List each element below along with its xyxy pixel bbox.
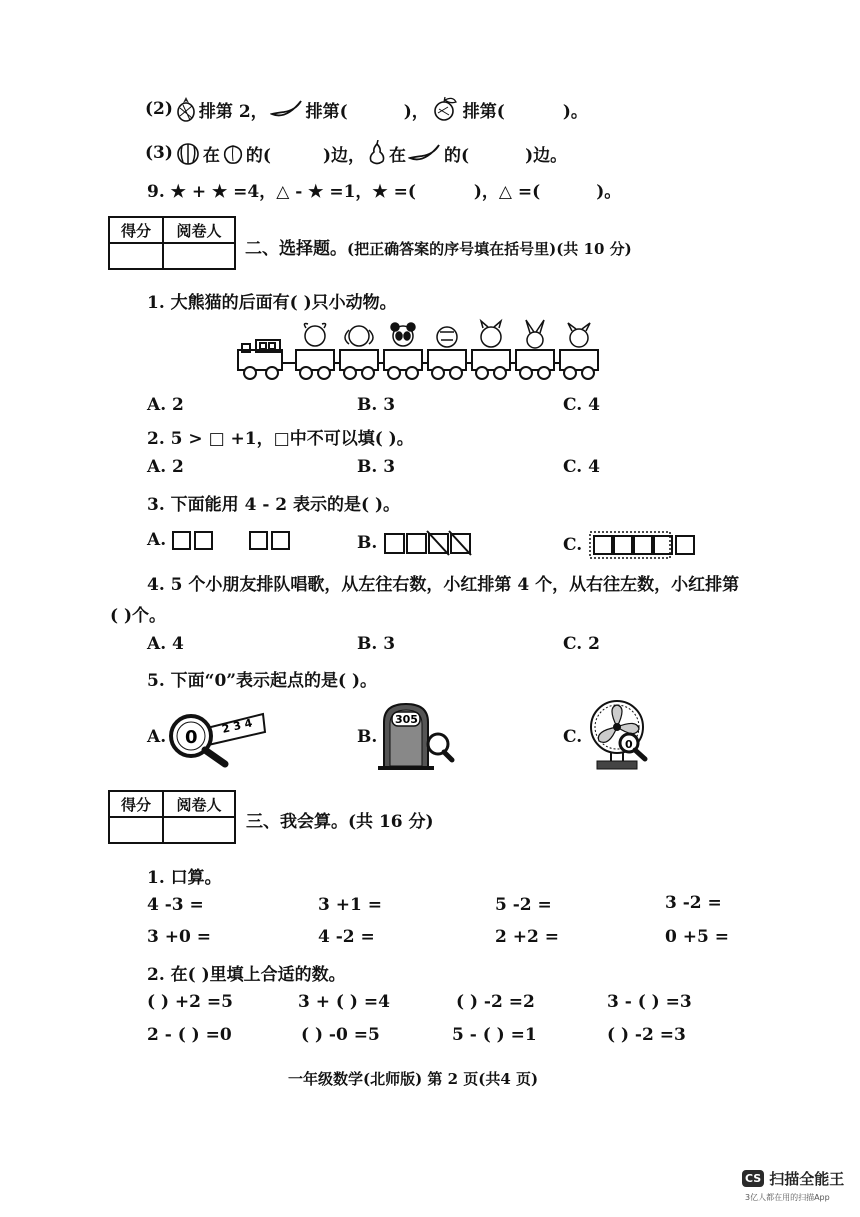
door-number: 305: [395, 713, 418, 726]
s2-q4-text: 4. 5 个小朋友排队唱歌，从左往右数，小红排第 4 个，从右往左数，小红排第: [147, 575, 740, 595]
pineapple-icon: [175, 96, 197, 122]
banana-icon: [270, 98, 304, 120]
s2-q1-option-a: A. 2: [147, 395, 184, 415]
s2-q1-option-b: B. 3: [357, 395, 396, 415]
oral-calc-item: 0 +5 =: [665, 927, 729, 947]
s2-q4-option-b: B. 3: [357, 634, 396, 654]
oral-calc-item: 3 +0 =: [147, 927, 211, 947]
scanner-logo-icon: CS: [742, 1170, 764, 1187]
score-table-1: [108, 216, 236, 270]
s2-q3-option-b: B.: [357, 530, 489, 556]
ruler-digits: 2 3 4: [220, 716, 254, 736]
s2-q1-text: 1. 大熊猫的后面有( )只小动物。: [147, 293, 397, 313]
s2-q3-option-c: C.: [563, 530, 698, 560]
squares-group: [249, 531, 290, 550]
grader-cell[interactable]: [163, 243, 235, 269]
fill-in-item: ( ) -2 =3: [607, 1025, 686, 1045]
score-cell[interactable]: [109, 243, 163, 269]
banana-icon: [408, 142, 442, 164]
door-sign-illustration: [378, 700, 458, 772]
watermelon-icon: [175, 140, 201, 166]
peach-icon: [222, 141, 244, 165]
oral-calc-item: 3 +1 =: [318, 895, 382, 915]
fill-in-item: 2 - ( ) =0: [147, 1025, 232, 1045]
s2-q3-option-a: A.: [147, 530, 290, 550]
score-cell[interactable]: [109, 817, 163, 843]
oral-calc-item: 4 -3 =: [147, 895, 204, 915]
fill-in-item: ( ) -2 =2: [456, 992, 535, 1012]
s2-q5-text: 5. 下面“0”表示起点的是( )。: [147, 671, 378, 691]
q8-line-2: (2) 排第 2， 排第( )， 排第( )。: [145, 96, 588, 122]
page-footer: 一年级数学(北师版) 第 2 页(共4 页): [288, 1070, 539, 1088]
oral-calc-item: 2 +2 =: [495, 927, 559, 947]
s2-q2-option-b: B. 3: [357, 457, 396, 477]
squares-group: [172, 531, 213, 550]
s3-q2-label: 2. 在( )里填上合适的数。: [147, 965, 346, 985]
oral-calc-item: 5 -2 =: [495, 895, 552, 915]
grader-header: 阅卷人: [163, 217, 235, 243]
zero-digit: 0: [185, 727, 198, 748]
fill-in-item: ( ) -0 =5: [301, 1025, 380, 1045]
fill-in-item: 3 + ( ) =4: [298, 992, 390, 1012]
s2-q5-option-b-label: B.: [357, 727, 378, 747]
score-table-2: [108, 790, 236, 844]
q8-line-3: (3) 在 的( )边， 在 的( )边。: [145, 140, 567, 166]
train-engine: [238, 340, 282, 379]
s2-q3-text: 3. 下面能用 4 - 2 表示的是( )。: [147, 495, 401, 515]
grader-header: 阅卷人: [163, 791, 235, 817]
section-2-heading: 二、选择题。(把正确答案的序号填在括号里)(共 10 分): [245, 239, 632, 259]
fill-in-item: 3 - ( ) =3: [607, 992, 692, 1012]
scanner-watermark: [742, 1168, 844, 1189]
s2-q4-text-continued: ( )个。: [110, 606, 167, 626]
s2-q2-option-c: C. 4: [563, 457, 600, 477]
apple-icon: [431, 96, 461, 122]
squares-circled: [588, 530, 698, 560]
s2-q5-option-c-label: C.: [563, 727, 583, 747]
fill-in-item: 5 - ( ) =1: [452, 1025, 537, 1045]
pear-icon: [367, 140, 387, 166]
s3-q1-label: 1. 口算。: [147, 868, 222, 888]
animal-train-illustration: [236, 318, 604, 382]
s2-q5-option-a-label: A.: [147, 727, 167, 747]
score-header: 得分: [109, 217, 163, 243]
fan-illustration: [585, 697, 665, 773]
fill-in-item: ( ) +2 =5: [147, 992, 233, 1012]
s2-q1-option-c: C. 4: [563, 395, 600, 415]
scanner-brand: 扫描全能王: [769, 1170, 845, 1188]
squares-crossed-out: [383, 530, 489, 556]
score-header: 得分: [109, 791, 163, 817]
section-3-heading: 三、我会算。(共 16 分): [246, 812, 434, 832]
zero-digit: 0: [625, 738, 633, 751]
s2-q2-text: 2. 5 > □ +1，□中不可以填( )。: [147, 429, 414, 449]
s2-q4-option-c: C. 2: [563, 634, 600, 654]
s2-q4-option-a: A. 4: [147, 634, 184, 654]
oral-calc-item: 4 -2 =: [318, 927, 375, 947]
grader-cell[interactable]: [163, 817, 235, 843]
ruler-magnifier-illustration: [165, 702, 267, 768]
oral-calc-item: 3 -2 =: [665, 893, 722, 913]
q9-line: 9. ★ + ★ =4，△ - ★ =1，★ =( )，△ =( )。: [147, 182, 622, 202]
scanner-tagline: 3亿人都在用的扫描App: [745, 1193, 830, 1202]
s2-q2-option-a: A. 2: [147, 457, 184, 477]
